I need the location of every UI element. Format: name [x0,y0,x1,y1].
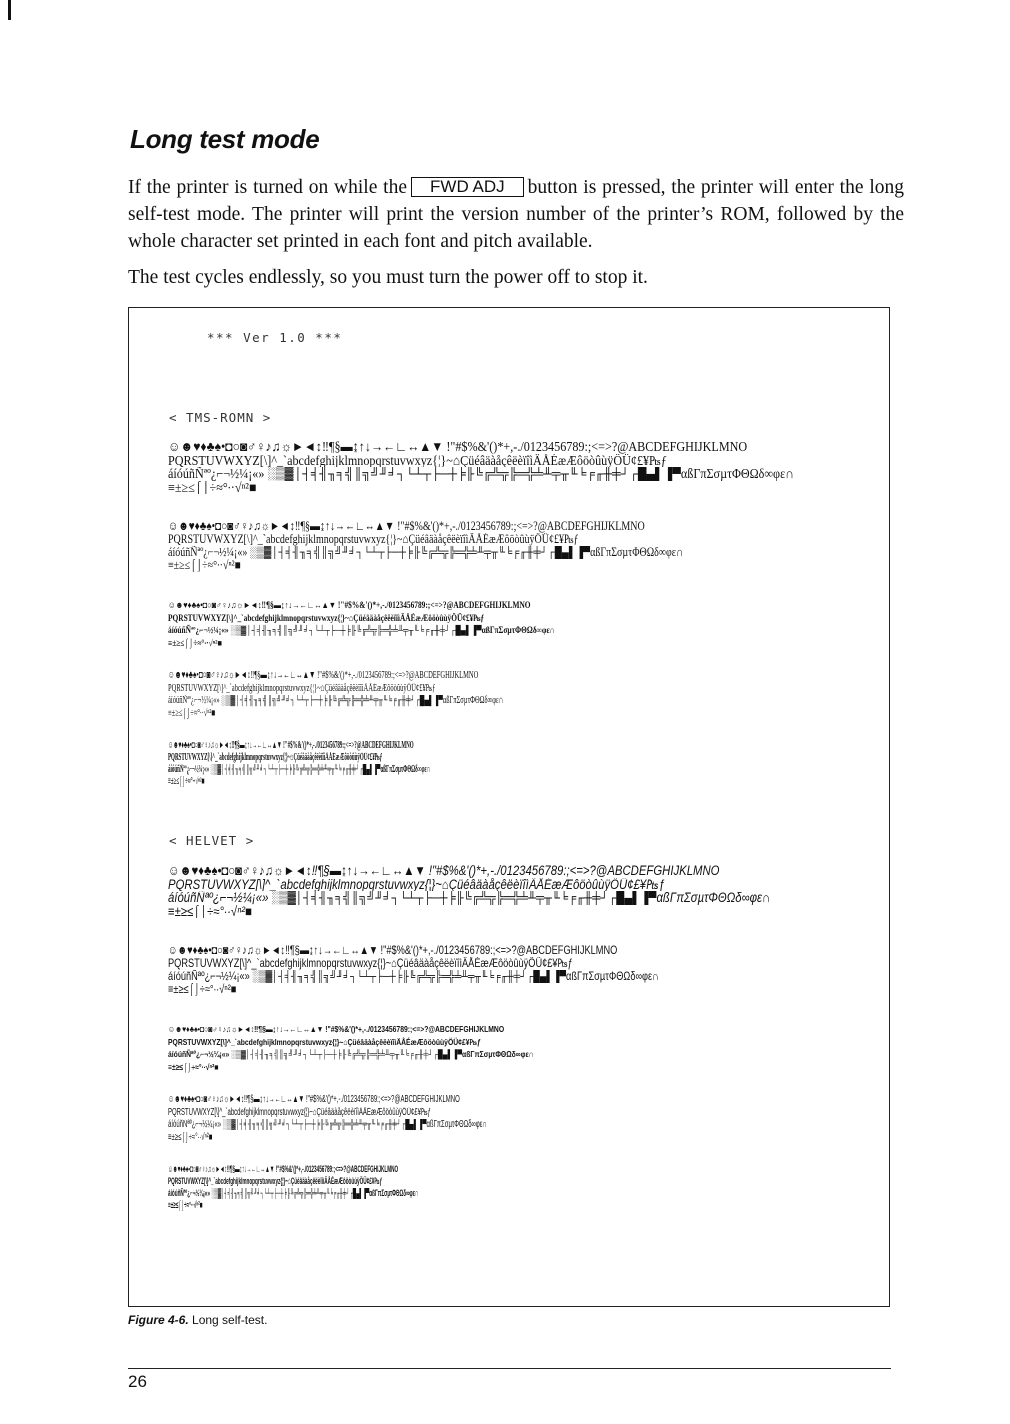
figure-caption [128,1313,267,1327]
page-edge-mark [8,0,11,20]
tms-romn-charset-line: ☺☻♥♦♣♠•◘○◙♂♀♪♫☼►◄↕‼¶§▬↨↑↓→←∟↔▲▼ !"#$%&'()*+,-./0123456789:;<=>?@ABCDEFGHIJKLMNO [168,670,479,681]
page-number: 26 [128,1372,147,1391]
tms-romn-charset-line: ≡±≥≤⌠⌡÷≈°∙·√ⁿ²■ [168,776,205,787]
tms-romn-charset-block [168,520,890,572]
tms-romn-charset-block [168,440,890,494]
self-test-figure [128,307,890,1307]
tms-romn-charset-line: PQRSTUVWXYZ[\]^_`abcdefghijklmnopqrstuvwxyz{¦}~⌂ÇüéâäàåçêëèïîìÄÅÉæÆôöòûùÿÖÜ¢£¥₧ƒ [168,682,436,694]
helvet-charset-line: áíóúñÑªº¿⌐¬½¼¡«» ░▒▓│┤╡╢╖╕╣║╗╝╜╛┐└┴┬├─┼╞╟╚╔╩╦╠═╬╧╨╤╥╙╘╒╓╫╪┘┌█▄▌▐▀αßΓπΣσµτΦΘΩδ∞φε∩ [168,891,771,905]
tms-romn-charset-block [168,670,890,720]
helvet-charset-line: PQRSTUVWXYZ[\]^_`abcdefghijklmnopqrstuvwxyz{¦}~⌂ÇüéâäàåçêëèïîìÄÅÉæÆôöòûùÿÖÜ¢£¥₧ƒ [168,1036,481,1047]
tms-romn-charset-line: ☺☻♥♦♣♠•◘○◙♂♀♪♫☼►◄↕‼¶§▬↨↑↓→←∟↔▲▼ !"#$%&'()*+,-./0123456789:;<=>?@ABCDEFGHIJKLMNO [168,520,645,533]
tms-romn-charset-line: PQRSTUVWXYZ[\]^_`abcdefghijklmnopqrstuvwxyz{¦}~⌂ÇüéâäàåçêëèïîìÄÅÉæÆôöòûùÿÖÜ¢£¥₧ƒ [168,533,579,546]
helvet-charset-line: PQRSTUVWXYZ[\]^_`abcdefghijklmnopqrstuvwxyz{¦}~⌂ÇüéâäàåçêëèïîìÄÅÉæÆôöòûùÿÖÜ¢£¥₧ƒ [168,877,665,891]
tms-romn-charset-line: áíóúñÑªº¿⌐¬½¼¡«» ░▒▓│┤╡╢╖╕╣║╗╝╜╛┐└┴┬├─┼╞╟╚╔╩╦╠═╬╧╨╤╥╙╘╒╓╫╪┘┌█▄▌▐▀αßΓπΣσµτΦΘΩδ∞φε∩ [168,546,684,559]
helvet-charset-line: áíóúñÑªº¿⌐¬½¼¡«» ░▒▓│┤╡╢╖╕╣║╗╝╜╛┐└┴┬├─┼╞╟╚╔╩╦╠═╬╧╨╤╥╙╘╒╓╫╪┘┌█▄▌▐▀αßΓπΣσµτΦΘΩδ∞φε∩ [168,970,659,983]
helvet-charset-line: ☺☻♥♦♣♠•◘○◙♂♀♪♫☼►◄↕‼¶§▬↨↑↓→←∟↔▲▼ !"#$%&'()*+,-./0123456789:;<=>?@ABCDEFGHIJKLMNO [168,864,720,878]
helvet-charset-line: ☺☻♥♦♣♠•◘○◙♂♀♪♫☼►◄↕‼¶§▬↨↑↓→←∟↔▲▼ !"#$%&'()*+,-./0123456789:;<=>?@ABCDEFGHIJKLMNO [168,1164,399,1175]
helvet-charset-line: áíóúñÑªº¿⌐¬½¼¡«» ░▒▓│┤╡╢╖╕╣║╗╝╜╛┐└┴┬├─┼╞╟╚╔╩╦╠═╬╧╨╤╥╙╘╒╓╫╪┘┌█▄▌▐▀αßΓπΣσµτΦΘΩδ∞φε∩ [168,1188,419,1199]
helvet-charset-block [168,944,890,996]
tms-romn-charset-line: ☺☻♥♦♣♠•◘○◙♂♀♪♫☼►◄↕‼¶§▬↨↑↓→←∟↔▲▼ !"#$%&'()*+,-./0123456789:;<=>?@ABCDEFGHIJKLMNO [168,600,531,610]
helvet-charset-line: PQRSTUVWXYZ[\]^_`abcdefghijklmnopqrstuvwxyz{¦}~⌂ÇüéâäàåçêëèïîìÄÅÉæÆôöòûùÿÖÜ¢£¥₧ƒ [168,957,573,970]
helvet-charset-line: ☺☻♥♦♣♠•◘○◙♂♀♪♫☼►◄↕‼¶§▬↨↑↓→←∟↔▲▼ !"#$%&'()*+,-./0123456789:;<=>?@ABCDEFGHIJKLMNO [168,1024,505,1034]
tms-romn-charset-line: PQRSTUVWXYZ[\]^_`abcdefghijklmnopqrstuvwxyz{¦}~⌂ÇüéâäàåçêëèïîìÄÅÉæÆôöòûùÿÖÜ¢£¥₧ƒ [168,453,667,467]
helvet-charset-line: ≡±≥≤⌠⌡÷≈°∙·√ⁿ²■ [168,1200,203,1211]
intro-text-before-key: If the printer is turned on while the [128,177,408,198]
intro-paragraph [128,174,904,255]
figure-caption-label: Figure 4-6. [128,1313,189,1327]
tms-romn-charset-line: ≡±≥≤⌠⌡÷≈°∙·√ⁿ²■ [168,637,222,648]
helvet-charset-line: ☺☻♥♦♣♠•◘○◙♂♀♪♫☼►◄↕‼¶§▬↨↑↓→←∟↔▲▼ !"#$%&'()*+,-./0123456789:;<=>?@ABCDEFGHIJKLMNO [168,1094,460,1105]
version-line: *** Ver 1.0 *** [207,330,343,345]
cycle-paragraph: The test cycles endlessly, so you must turn the power off to stop it. [128,267,648,288]
helvet-charset-line: áíóúñÑªº¿⌐¬½¼¡«» ░▒▓│┤╡╢╖╕╣║╗╝╜╛┐└┴┬├─┼╞╟╚╔╩╦╠═╬╧╨╤╥╙╘╒╓╫╪┘┌█▄▌▐▀αßΓπΣσµτΦΘΩδ∞φε∩ [168,1119,487,1130]
helvet-charset-line: áíóúñÑªº¿⌐¬½¼¡«» ░▒▓│┤╡╢╖╕╣║╗╝╜╛┐└┴┬├─┼╞╟╚╔╩╦╠═╬╧╨╤╥╙╘╒╓╫╪┘┌█▄▌▐▀αßΓπΣσµτΦΘΩδ∞φε∩ [168,1049,534,1059]
tms-romn-charset-line: áíóúñÑªº¿⌐¬½¼¡«» ░▒▓│┤╡╢╖╕╣║╗╝╜╛┐└┴┬├─┼╞╟╚╔╩╦╠═╬╧╨╤╥╙╘╒╓╫╪┘┌█▄▌▐▀αßΓπΣσµτΦΘΩδ∞φε∩ [168,695,504,706]
helvet-charset-line: ≡±≥≤⌠⌡÷≈°∙·√ⁿ²■ [168,983,237,996]
figure-caption-text: Long self-test. [192,1313,268,1327]
helvet-charset-line: ≡±≥≤⌠⌡÷≈°∙·√ⁿ²■ [168,1131,213,1143]
tms-romn-charset-line: ≡±≥≤⌠⌡÷≈°∙·√ⁿ²■ [168,707,216,719]
tms-romn-charset-line: ☺☻♥♦♣♠•◘○◙♂♀♪♫☼►◄↕‼¶§▬↨↑↓→←∟↔▲▼ !"#$%&'()*+,-./0123456789:;<=>?@ABCDEFGHIJKLMNO [168,740,414,751]
helvet-charset-line: ≡±≥≤⌠⌡÷≈°∙·√ⁿ²■ [168,1061,219,1072]
tms-romn-charset-line: ≡±≥≤⌠⌡÷≈°∙·√ⁿ²■ [168,480,257,494]
tms-romn-charset-line: PQRSTUVWXYZ[\]^_`abcdefghijklmnopqrstuvwxyz{¦}~⌂ÇüéâäàåçêëèïîìÄÅÉæÆôöòûùÿÖÜ¢£¥₧ƒ [168,612,485,623]
section-heading: Long test mode [130,124,320,154]
helvet-charset-line: ≡±≥≤⌠⌡÷≈°∙·√ⁿ²■ [168,904,252,918]
tms-romn-charset-line: áíóúñÑªº¿⌐¬½¼¡«» ░▒▓│┤╡╢╖╕╣║╗╝╜╛┐└┴┬├─┼╞╟╚╔╩╦╠═╬╧╨╤╥╙╘╒╓╫╪┘┌█▄▌▐▀αßΓπΣσµτΦΘΩδ∞φε∩ [168,467,794,481]
tms-romn-charset-line: áíóúñÑªº¿⌐¬½¼¡«» ░▒▓│┤╡╢╖╕╣║╗╝╜╛┐└┴┬├─┼╞╟╚╔╩╦╠═╬╧╨╤╥╙╘╒╓╫╪┘┌█▄▌▐▀αßΓπΣσµτΦΘΩδ∞φε∩ [168,764,431,775]
tms-romn-charset-line: ≡±≥≤⌠⌡÷≈°∙·√ⁿ²■ [168,559,241,572]
helvet-charset-block [168,1023,890,1073]
tms-romn-charset-line: áíóúñÑªº¿⌐¬½¼¡«» ░▒▓│┤╡╢╖╕╣║╗╝╜╛┐└┴┬├─┼╞╟╚╔╩╦╠═╬╧╨╤╥╙╘╒╓╫╪┘┌█▄▌▐▀αßΓπΣσµτΦΘΩδ∞φε∩ [168,625,555,635]
helvet-charset-block [168,1164,890,1212]
footer-rule [128,1368,891,1369]
helvet-charset-line: ☺☻♥♦♣♠•◘○◙♂♀♪♫☼►◄↕‼¶§▬↨↑↓→←∟↔▲▼ !"#$%&'()*+,-./0123456789:;<=>?@ABCDEFGHIJKLMNO [168,944,618,957]
tms-romn-charset-line: ☺☻♥♦♣♠•◘○◙♂♀♪♫☼►◄↕‼¶§▬↨↑↓→←∟↔▲▼ !"#$%&'()*+,-./0123456789:;<=>?@ABCDEFGHIJKLMNO [168,440,748,454]
tms-romn-charset-line: PQRSTUVWXYZ[\]^_`abcdefghijklmnopqrstuvwxyz{¦}~⌂ÇüéâäàåçêëèïîìÄÅÉæÆôöòûùÿÖÜ¢£¥₧ƒ [168,752,383,763]
helvet-charset-line: PQRSTUVWXYZ[\]^_`abcdefghijklmnopqrstuvwxyz{¦}~⌂ÇüéâäàåçêëèïîìÄÅÉæÆôöòûùÿÖÜ¢£¥₧ƒ [168,1106,431,1118]
helvet-charset-block [168,864,890,918]
font-label-tms-romn: < TMS-ROMN > [169,410,272,425]
font-label-helvet: < HELVET > [169,833,255,848]
intro-text-after-key: button is pressed, the printer will enter the long self-test mode. The printer will print the version number of the printer’s ROM, followed by the whole character set printed in each font and pitch available. [128,177,904,252]
helvet-charset-line: PQRSTUVWXYZ[\]^_`abcdefghijklmnopqrstuvwxyz{¦}~⌂ÇüéâäàåçêëèïîìÄÅÉæÆôöòûùÿÖÜ¢£¥₧ƒ [168,1176,383,1187]
tms-romn-charset-block [168,740,890,788]
helvet-charset-block [168,1094,890,1144]
tms-romn-charset-block [168,599,890,649]
fwd-adj-key: FWD ADJ [411,177,524,197]
